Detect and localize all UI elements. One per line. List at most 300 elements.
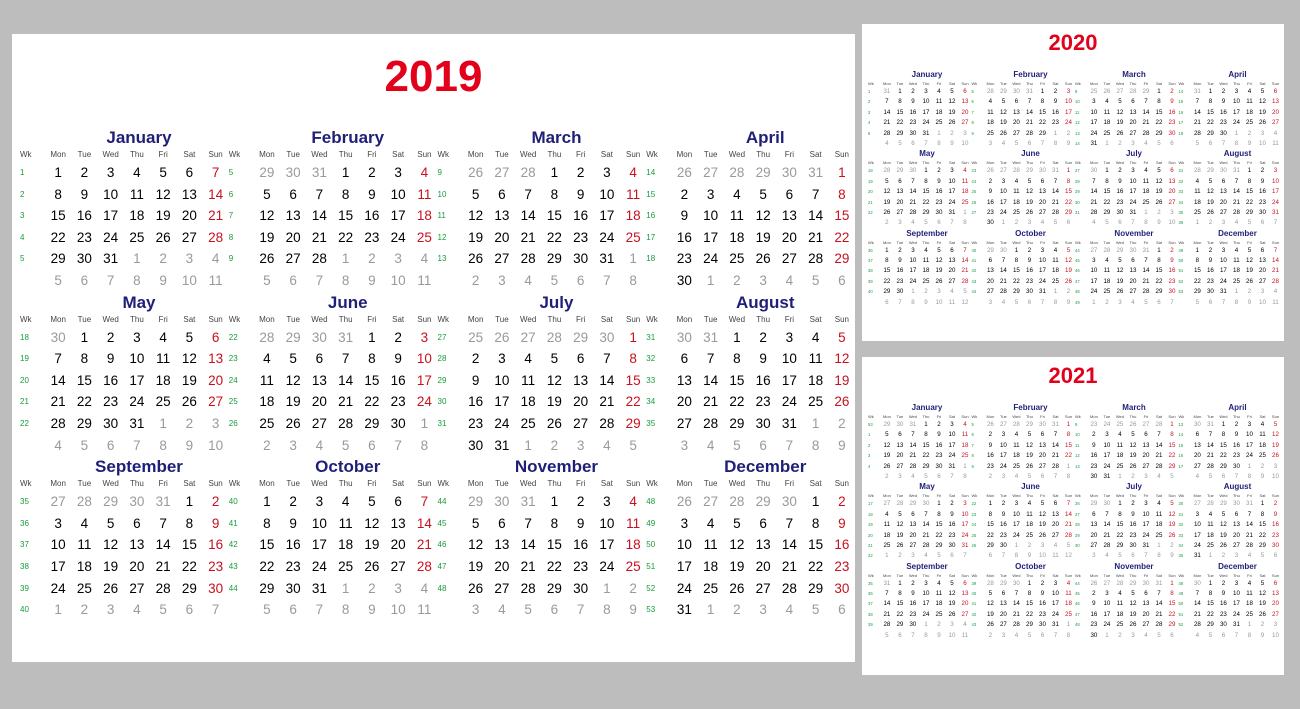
day-cell: 28 xyxy=(1142,129,1150,137)
week-number: 22 xyxy=(20,418,29,428)
day-cell: 1 xyxy=(1170,579,1174,587)
weekday-header: Thu xyxy=(1129,81,1137,86)
day-cell: 10 xyxy=(922,98,930,106)
day-cell: 3 xyxy=(1273,462,1278,470)
weekday-header: Thu xyxy=(547,479,562,489)
week-number: 35 xyxy=(1178,553,1184,559)
day-cell: 26 xyxy=(1168,531,1176,539)
weekday-header: Sat xyxy=(1155,414,1162,419)
weekday-header: Tue xyxy=(1000,493,1007,499)
month-may xyxy=(868,149,972,228)
week-number: 46 xyxy=(1075,268,1080,274)
day-cell: 8 xyxy=(1234,298,1239,306)
weekday-header: Fri xyxy=(1247,493,1252,499)
year-title-2019: 2019 xyxy=(384,52,483,101)
day-cell: 2 xyxy=(988,472,993,480)
day-cell: 4 xyxy=(1144,139,1148,147)
day-cell: 9 xyxy=(1092,441,1096,449)
day-cell: 23 xyxy=(1090,421,1098,428)
weekday-header: Sun xyxy=(208,314,223,324)
day-cell: 12 xyxy=(948,590,956,598)
weekday-header: Wk xyxy=(1178,572,1185,578)
weekday-header: Sat xyxy=(1052,239,1059,245)
day-cell: 27 xyxy=(1193,500,1201,508)
day-cell: 14 xyxy=(909,441,917,449)
day-cell: 14 xyxy=(781,537,797,553)
day-cell: 2 xyxy=(680,186,689,202)
day-cell: 7 xyxy=(706,351,715,367)
day-cell: 17 xyxy=(1090,277,1098,285)
day-cell: 1 xyxy=(159,415,167,431)
month-september xyxy=(868,562,972,641)
week-number: 5 xyxy=(20,254,25,264)
day-cell: 7 xyxy=(1066,500,1071,508)
day-cell: 6 xyxy=(1273,88,1278,95)
weekday-header: Wed xyxy=(908,414,917,419)
day-cell: 20 xyxy=(1039,452,1046,460)
day-cell: 11 xyxy=(922,257,930,265)
day-cell: 5 xyxy=(1247,246,1252,254)
day-cell: 25 xyxy=(1259,452,1266,460)
week-number: 10 xyxy=(1075,432,1080,438)
week-number: 23 xyxy=(228,354,238,364)
day-cell: 31 xyxy=(883,579,891,587)
day-cell: 29 xyxy=(922,208,930,216)
day-cell: 17 xyxy=(103,208,119,224)
weekday-header: Wk xyxy=(971,414,978,419)
week-number: 50 xyxy=(646,540,656,550)
weekday-header: Sat xyxy=(1155,572,1162,578)
day-cell: 4 xyxy=(706,437,715,453)
day-cell: 29 xyxy=(909,500,917,508)
day-cell: 4 xyxy=(924,246,928,254)
day-cell: 7 xyxy=(785,437,794,453)
weekday-header: Wed xyxy=(1012,160,1021,166)
month-name: March xyxy=(1122,70,1146,79)
day-cell: 24 xyxy=(1103,421,1111,428)
week-number: 25 xyxy=(971,189,977,195)
day-cell: 2 xyxy=(629,580,637,596)
month-march xyxy=(438,127,647,292)
day-cell: 9 xyxy=(680,208,689,224)
day-cell: 1 xyxy=(1014,541,1019,549)
day-cell: 27 xyxy=(494,580,510,596)
week-number: 31 xyxy=(1075,209,1080,215)
day-cell: 14 xyxy=(1142,108,1150,116)
day-cell: 7 xyxy=(885,98,889,106)
weekday-header: Wk xyxy=(971,493,978,499)
day-cell: 9 xyxy=(211,515,220,531)
day-cell: 23 xyxy=(1039,610,1046,618)
day-cell: 31 xyxy=(311,580,327,596)
day-cell: 23 xyxy=(1168,119,1176,127)
week-number: 26 xyxy=(1075,501,1080,507)
day-cell: 6 xyxy=(885,298,889,306)
day-cell: 14 xyxy=(50,372,66,388)
day-cell: 8 xyxy=(1014,257,1019,265)
weekday-header: Wk xyxy=(437,479,450,489)
day-cell: 29 xyxy=(1168,621,1176,629)
week-number xyxy=(438,599,463,621)
day-cell: 22 xyxy=(1116,531,1124,539)
weekday-header: Mon xyxy=(883,81,891,86)
weekday-header: Thu xyxy=(922,493,930,499)
week-number: 20 xyxy=(868,189,873,195)
day-cell: 5 xyxy=(1208,177,1213,185)
week-number: 11 xyxy=(1075,442,1080,448)
week-number: 33 xyxy=(646,375,656,385)
day-cell: 24 xyxy=(103,229,119,245)
day-cell: 9 xyxy=(1260,631,1265,639)
day-cell: 20 xyxy=(1012,119,1020,127)
weekday-header: Thu xyxy=(338,479,353,489)
day-cell: 17 xyxy=(311,537,327,553)
weekday-header: Sun xyxy=(626,479,641,489)
day-cell: 1 xyxy=(629,251,637,267)
month-name: August xyxy=(1223,149,1252,159)
week-number: 2 xyxy=(20,189,25,199)
day-cell: 9 xyxy=(988,441,993,449)
day-cell: 4 xyxy=(159,329,167,345)
day-cell: 29 xyxy=(1090,500,1098,508)
day-cell: 3 xyxy=(1001,431,1006,439)
day-cell: 20 xyxy=(1039,198,1046,206)
weekday-header: Sat xyxy=(809,150,822,159)
weekday-header: Wk xyxy=(228,314,241,324)
day-cell: 15 xyxy=(259,537,275,553)
day-cell: 29 xyxy=(1039,129,1046,137)
day-cell: 6 xyxy=(1144,590,1148,598)
day-cell: 31 xyxy=(1026,88,1033,95)
day-cell: 28 xyxy=(729,494,745,510)
day-cell: 5 xyxy=(1014,139,1019,147)
day-cell: 25 xyxy=(1103,288,1111,296)
day-cell: 10 xyxy=(599,515,615,531)
day-cell: 2 xyxy=(368,165,376,180)
day-cell: 6 xyxy=(1195,431,1200,439)
day-cell: 2 xyxy=(106,329,115,345)
week-number: 35 xyxy=(1178,209,1184,215)
day-cell: 1 xyxy=(263,494,271,510)
day-cell: 4 xyxy=(420,251,429,267)
day-cell: 4 xyxy=(1118,590,1122,598)
weekday-header: Mon xyxy=(883,414,891,419)
day-cell: 6 xyxy=(963,579,967,587)
day-cell: 31 xyxy=(1039,288,1046,296)
day-cell: 19 xyxy=(1116,277,1124,285)
day-cell: 4 xyxy=(785,272,794,288)
weekday-header: Sat xyxy=(948,239,955,245)
week-number: 13 xyxy=(1075,130,1080,136)
day-cell: 3 xyxy=(185,251,194,267)
month-table xyxy=(972,413,1076,482)
weekday-header: Fri xyxy=(1247,160,1252,166)
day-cell: 5 xyxy=(937,246,941,254)
day-cell: 23 xyxy=(834,558,850,574)
month-table xyxy=(438,313,647,457)
day-cell: 22 xyxy=(1039,119,1046,127)
day-cell: 18 xyxy=(1246,600,1253,608)
day-cell: 27 xyxy=(676,415,692,431)
day-cell: 11 xyxy=(417,272,432,288)
day-cell: 5 xyxy=(1014,298,1019,306)
day-cell: 22 xyxy=(935,531,943,539)
day-cell: 21 xyxy=(1142,277,1150,285)
day-cell: 24 xyxy=(416,394,432,410)
month-december xyxy=(1179,562,1283,641)
weekday-header: Fri xyxy=(1247,239,1252,245)
day-cell: 27 xyxy=(1129,129,1137,137)
week-number: 13 xyxy=(1178,422,1184,427)
day-cell: 21 xyxy=(1233,198,1240,206)
day-cell: 24 xyxy=(599,229,615,245)
day-cell: 17 xyxy=(1012,521,1020,529)
day-cell: 28 xyxy=(1272,277,1279,285)
day-cell: 3 xyxy=(315,494,324,510)
day-cell: 3 xyxy=(911,552,915,560)
month-table xyxy=(868,413,972,482)
day-cell: 2 xyxy=(1221,552,1226,560)
day-cell: 29 xyxy=(546,580,562,596)
day-cell: 3 xyxy=(576,437,585,453)
month-name: May xyxy=(919,149,935,159)
week-number xyxy=(1179,139,1191,149)
day-cell: 3 xyxy=(950,167,954,175)
day-cell: 27 xyxy=(181,229,197,245)
day-cell: 15 xyxy=(1065,188,1072,196)
day-cell: 29 xyxy=(1246,208,1253,216)
month-table xyxy=(1075,159,1179,228)
day-cell: 3 xyxy=(1040,246,1045,254)
month-december xyxy=(646,456,855,621)
week-number: 43 xyxy=(228,561,238,571)
week-number: 9 xyxy=(971,130,974,136)
day-cell: 1 xyxy=(1053,129,1058,137)
day-cell: 25 xyxy=(259,415,275,431)
day-cell: 30 xyxy=(76,251,92,267)
day-cell: 6 xyxy=(211,329,220,345)
day-cell: 8 xyxy=(1040,98,1045,106)
day-cell: 4 xyxy=(629,494,637,510)
week-number xyxy=(646,270,671,292)
day-cell: 6 xyxy=(898,431,902,439)
day-cell: 19 xyxy=(986,610,994,618)
weekday-header: Fri xyxy=(158,479,168,489)
day-cell: 5 xyxy=(811,602,820,618)
day-cell: 14 xyxy=(155,537,171,553)
week-number: 22 xyxy=(971,501,977,507)
day-cell: 7 xyxy=(911,631,915,639)
day-cell: 19 xyxy=(883,198,891,206)
day-cell: 28 xyxy=(1193,167,1201,175)
day-cell: 13 xyxy=(1090,521,1098,529)
month-name: August xyxy=(1223,482,1252,492)
day-cell: 29 xyxy=(834,251,850,267)
day-cell: 4 xyxy=(1144,631,1148,639)
day-cell: 8 xyxy=(341,186,350,202)
day-cell: 8 xyxy=(885,257,889,265)
day-cell: 16 xyxy=(935,188,943,196)
day-cell: 30 xyxy=(676,329,692,345)
weekday-header: Sun xyxy=(417,150,432,159)
day-cell: 13 xyxy=(948,257,956,265)
day-cell: 25 xyxy=(961,198,969,206)
day-cell: 23 xyxy=(468,415,484,431)
weekday-header: Mon xyxy=(1090,414,1098,419)
weekday-header: Wk xyxy=(1075,572,1081,578)
day-cell: 22 xyxy=(1168,452,1176,460)
day-cell: 5 xyxy=(263,272,271,288)
day-cell: 27 xyxy=(494,165,510,180)
day-cell: 29 xyxy=(986,246,994,254)
day-cell: 9 xyxy=(1170,98,1174,106)
day-cell: 31 xyxy=(494,437,510,453)
day-cell: 8 xyxy=(550,186,559,202)
day-cell: 5 xyxy=(1118,257,1122,265)
month-name: February xyxy=(1013,70,1048,79)
day-cell: 8 xyxy=(1247,631,1252,639)
day-cell: 2 xyxy=(368,580,376,596)
day-cell: 16 xyxy=(390,372,406,388)
weekday-header: Wk xyxy=(646,479,658,489)
week-number xyxy=(868,472,880,482)
day-cell: 13 xyxy=(1142,441,1150,449)
day-cell: 23 xyxy=(1219,119,1227,127)
day-cell: 27 xyxy=(999,621,1007,629)
week-number: 42 xyxy=(228,540,238,550)
day-cell: 2 xyxy=(911,579,915,587)
day-cell: 22 xyxy=(1206,610,1214,618)
day-cell: 13 xyxy=(961,590,969,598)
week-number: 39 xyxy=(20,583,29,593)
day-cell: 28 xyxy=(1142,288,1150,296)
day-cell: 6 xyxy=(1144,431,1148,439)
day-cell: 30 xyxy=(935,462,943,470)
day-cell: 26 xyxy=(986,167,994,175)
weekday-header: Tue xyxy=(1000,239,1007,245)
day-cell: 27 xyxy=(208,394,224,410)
day-cell: 7 xyxy=(315,186,324,202)
week-number: 44 xyxy=(1075,580,1080,586)
day-cell: 8 xyxy=(341,272,350,288)
day-cell: 8 xyxy=(937,139,941,147)
day-cell: 24 xyxy=(1193,541,1201,549)
day-cell: 14 xyxy=(1155,441,1163,449)
day-cell: 10 xyxy=(494,372,510,388)
day-cell: 22 xyxy=(883,277,891,285)
weekday-header: Fri xyxy=(936,414,942,419)
day-cell: 11 xyxy=(1103,267,1111,275)
day-cell: 2 xyxy=(185,415,194,431)
day-cell: 6 xyxy=(937,219,941,227)
day-cell: 27 xyxy=(961,610,969,618)
day-cell: 3 xyxy=(106,165,115,180)
day-cell: 5 xyxy=(1170,500,1174,508)
week-number: 52 xyxy=(1178,622,1184,628)
day-cell: 21 xyxy=(999,277,1007,285)
day-cell: 10 xyxy=(1103,441,1111,449)
day-cell: 2 xyxy=(576,494,585,510)
weekday-header: Thu xyxy=(756,479,771,489)
day-cell: 1 xyxy=(1234,129,1239,137)
day-cell: 13 xyxy=(1039,188,1046,196)
day-cell: 5 xyxy=(471,186,480,202)
month-october xyxy=(972,562,1076,641)
months-grid-2020 xyxy=(868,70,1282,308)
day-cell: 22 xyxy=(834,229,850,245)
day-cell: 2 xyxy=(1053,88,1058,95)
day-cell: 14 xyxy=(883,600,891,608)
day-cell: 14 xyxy=(1233,188,1240,196)
day-cell: 31 xyxy=(883,88,891,95)
day-cell: 22 xyxy=(1219,452,1227,460)
day-cell: 30 xyxy=(1129,541,1137,549)
day-cell: 4 xyxy=(133,165,141,180)
day-cell: 1 xyxy=(706,272,715,288)
week-number: 16 xyxy=(646,211,656,221)
week-number: 48 xyxy=(1075,622,1080,628)
day-cell: 7 xyxy=(811,186,820,202)
week-number: 31 xyxy=(1178,168,1184,174)
day-cell: 3 xyxy=(1144,472,1148,480)
day-cell: 3 xyxy=(1001,472,1006,480)
day-cell: 9 xyxy=(159,272,167,288)
day-cell: 20 xyxy=(1129,119,1137,127)
months-grid-2019 xyxy=(20,127,855,621)
day-cell: 19 xyxy=(364,537,380,553)
weekday-header: Sun xyxy=(961,239,969,245)
day-cell: 17 xyxy=(1193,531,1201,539)
day-cell: 26 xyxy=(1246,277,1253,285)
day-cell: 22 xyxy=(1155,277,1163,285)
day-cell: 24 xyxy=(676,580,692,596)
day-cell: 8 xyxy=(80,351,89,367)
day-cell: 27 xyxy=(573,415,589,431)
day-cell: 2 xyxy=(1118,139,1122,147)
day-cell: 7 xyxy=(1208,431,1213,439)
day-cell: 7 xyxy=(1040,139,1045,147)
weekday-header: Mon xyxy=(1193,81,1202,86)
day-cell: 1 xyxy=(1092,298,1096,306)
day-cell: 26 xyxy=(468,165,484,180)
day-cell: 7 xyxy=(898,298,902,306)
day-cell: 9 xyxy=(1131,510,1135,518)
day-cell: 23 xyxy=(364,229,380,245)
day-cell: 4 xyxy=(263,351,271,367)
day-cell: 18 xyxy=(1259,441,1266,449)
weekday-header: Sun xyxy=(208,479,223,489)
day-cell: 6 xyxy=(1027,298,1032,306)
day-cell: 15 xyxy=(1116,521,1124,529)
week-number: 44 xyxy=(437,497,447,507)
day-cell: 15 xyxy=(896,108,904,116)
day-cell: 11 xyxy=(935,590,943,598)
day-cell: 17 xyxy=(1103,610,1111,618)
day-cell: 4 xyxy=(1027,500,1032,508)
day-cell: 16 xyxy=(364,208,380,224)
month-name: February xyxy=(311,128,385,147)
day-cell: 26 xyxy=(986,421,994,428)
day-cell: 24 xyxy=(961,531,969,539)
weekday-header: Sun xyxy=(1064,160,1073,166)
week-number: 48 xyxy=(1075,289,1080,295)
day-cell: 19 xyxy=(1259,108,1266,116)
day-cell: 28 xyxy=(311,251,327,267)
day-cell: 2 xyxy=(1208,246,1213,254)
day-cell: 18 xyxy=(1103,277,1111,285)
day-cell: 10 xyxy=(129,351,145,367)
day-cell: 3 xyxy=(1131,139,1135,147)
